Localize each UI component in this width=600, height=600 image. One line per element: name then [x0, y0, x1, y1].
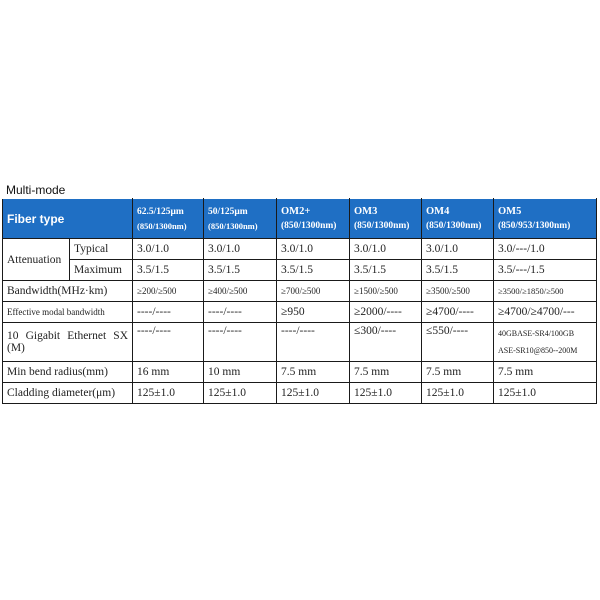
table-cell: ≥4700/≥4700/---: [494, 302, 597, 323]
bend-label: Min bend radius(mm): [3, 362, 133, 383]
maximum-label: Maximum: [70, 260, 133, 281]
table-cell: 16 mm: [133, 362, 204, 383]
table-row: [3, 383, 597, 404]
table-cell: ----/----: [277, 323, 350, 362]
table-cell: ≤300/----: [350, 323, 422, 362]
table-cell: ≥2000/----: [350, 302, 422, 323]
table-row: [3, 362, 597, 383]
table-cell: 3.0/1.0: [422, 239, 494, 260]
table-cell: ≥1500/≥500: [350, 281, 422, 302]
table-cell: ≤550/----: [422, 323, 494, 362]
table-row: [3, 281, 597, 302]
bandwidth-label: Bandwidth(MHz·km): [3, 281, 133, 302]
table-caption: Multi-mode: [6, 183, 66, 197]
table-row: [3, 239, 597, 260]
table-cell: ----/----: [204, 302, 277, 323]
om5-gbe-line-2: ASE-SR10@850--200M: [498, 346, 578, 355]
table-cell: 7.5 mm: [494, 362, 597, 383]
table-cell: 125±1.0: [277, 383, 350, 404]
table-cell: 10 mm: [204, 362, 277, 383]
table-cell: 7.5 mm: [422, 362, 494, 383]
table-cell: ≥950: [277, 302, 350, 323]
table-cell: 7.5 mm: [277, 362, 350, 383]
header-col-50: 50/125μm (850/1300nm): [204, 199, 277, 239]
attenuation-label: Attenuation: [3, 239, 70, 281]
table-cell: ----/----: [133, 323, 204, 362]
table-row: [3, 323, 597, 362]
table-cell: ----/----: [204, 323, 277, 362]
table-cell: 3.0/1.0: [204, 239, 277, 260]
table-cell: 125±1.0: [494, 383, 597, 404]
table-cell: 3.5/1.5: [277, 260, 350, 281]
fiber-spec-table: [2, 198, 597, 404]
header-col-62-5: 62.5/125μm (850/1300nm): [133, 199, 204, 239]
table-cell: 3.0/---/1.0: [494, 239, 597, 260]
table-cell: 7.5 mm: [350, 362, 422, 383]
table-cell: 3.5/1.5: [204, 260, 277, 281]
table-row: [3, 302, 597, 323]
table-cell: ≥3500/≥500: [422, 281, 494, 302]
table-cell: 3.5/1.5: [133, 260, 204, 281]
table-cell: 3.0/1.0: [133, 239, 204, 260]
table-cell: ≥200/≥500: [133, 281, 204, 302]
header-col-om5: OM5 (850/953/1300nm): [494, 199, 597, 239]
table-cell: 3.5/1.5: [350, 260, 422, 281]
table-cell: 125±1.0: [133, 383, 204, 404]
header-col-om3: OM3 (850/1300nm): [350, 199, 422, 239]
gbe-label: 10 Gigabit Ethernet SX (M): [3, 323, 133, 362]
table-cell: 125±1.0: [204, 383, 277, 404]
table-cell: 3.5/---/1.5: [494, 260, 597, 281]
table-row: [3, 260, 597, 281]
table-cell: 3.0/1.0: [277, 239, 350, 260]
table-cell: ≥400/≥500: [204, 281, 277, 302]
table-cell: 3.0/1.0: [350, 239, 422, 260]
header-col-om2plus: OM2+ (850/1300nm): [277, 199, 350, 239]
table-cell: 125±1.0: [350, 383, 422, 404]
table-cell: ≥700/≥500: [277, 281, 350, 302]
table-cell: ----/----: [133, 302, 204, 323]
emb-label: Effective modal bandwidth: [3, 302, 133, 323]
table-cell: [494, 323, 597, 362]
header-col-om4: OM4 (850/1300nm): [422, 199, 494, 239]
om5-gbe-line-1: 40GBASE-SR4/100GB: [498, 329, 575, 338]
table-cell: 3.5/1.5: [422, 260, 494, 281]
table-cell: ≥4700/----: [422, 302, 494, 323]
table-cell: 125±1.0: [422, 383, 494, 404]
cladding-label: Cladding diameter(μm): [3, 383, 133, 404]
header-fiber-type: Fiber type: [3, 199, 133, 239]
table-cell: ≥3500/≥1850/≥500: [494, 281, 597, 302]
typical-label: Typical: [70, 239, 133, 260]
header-row: [3, 199, 597, 239]
